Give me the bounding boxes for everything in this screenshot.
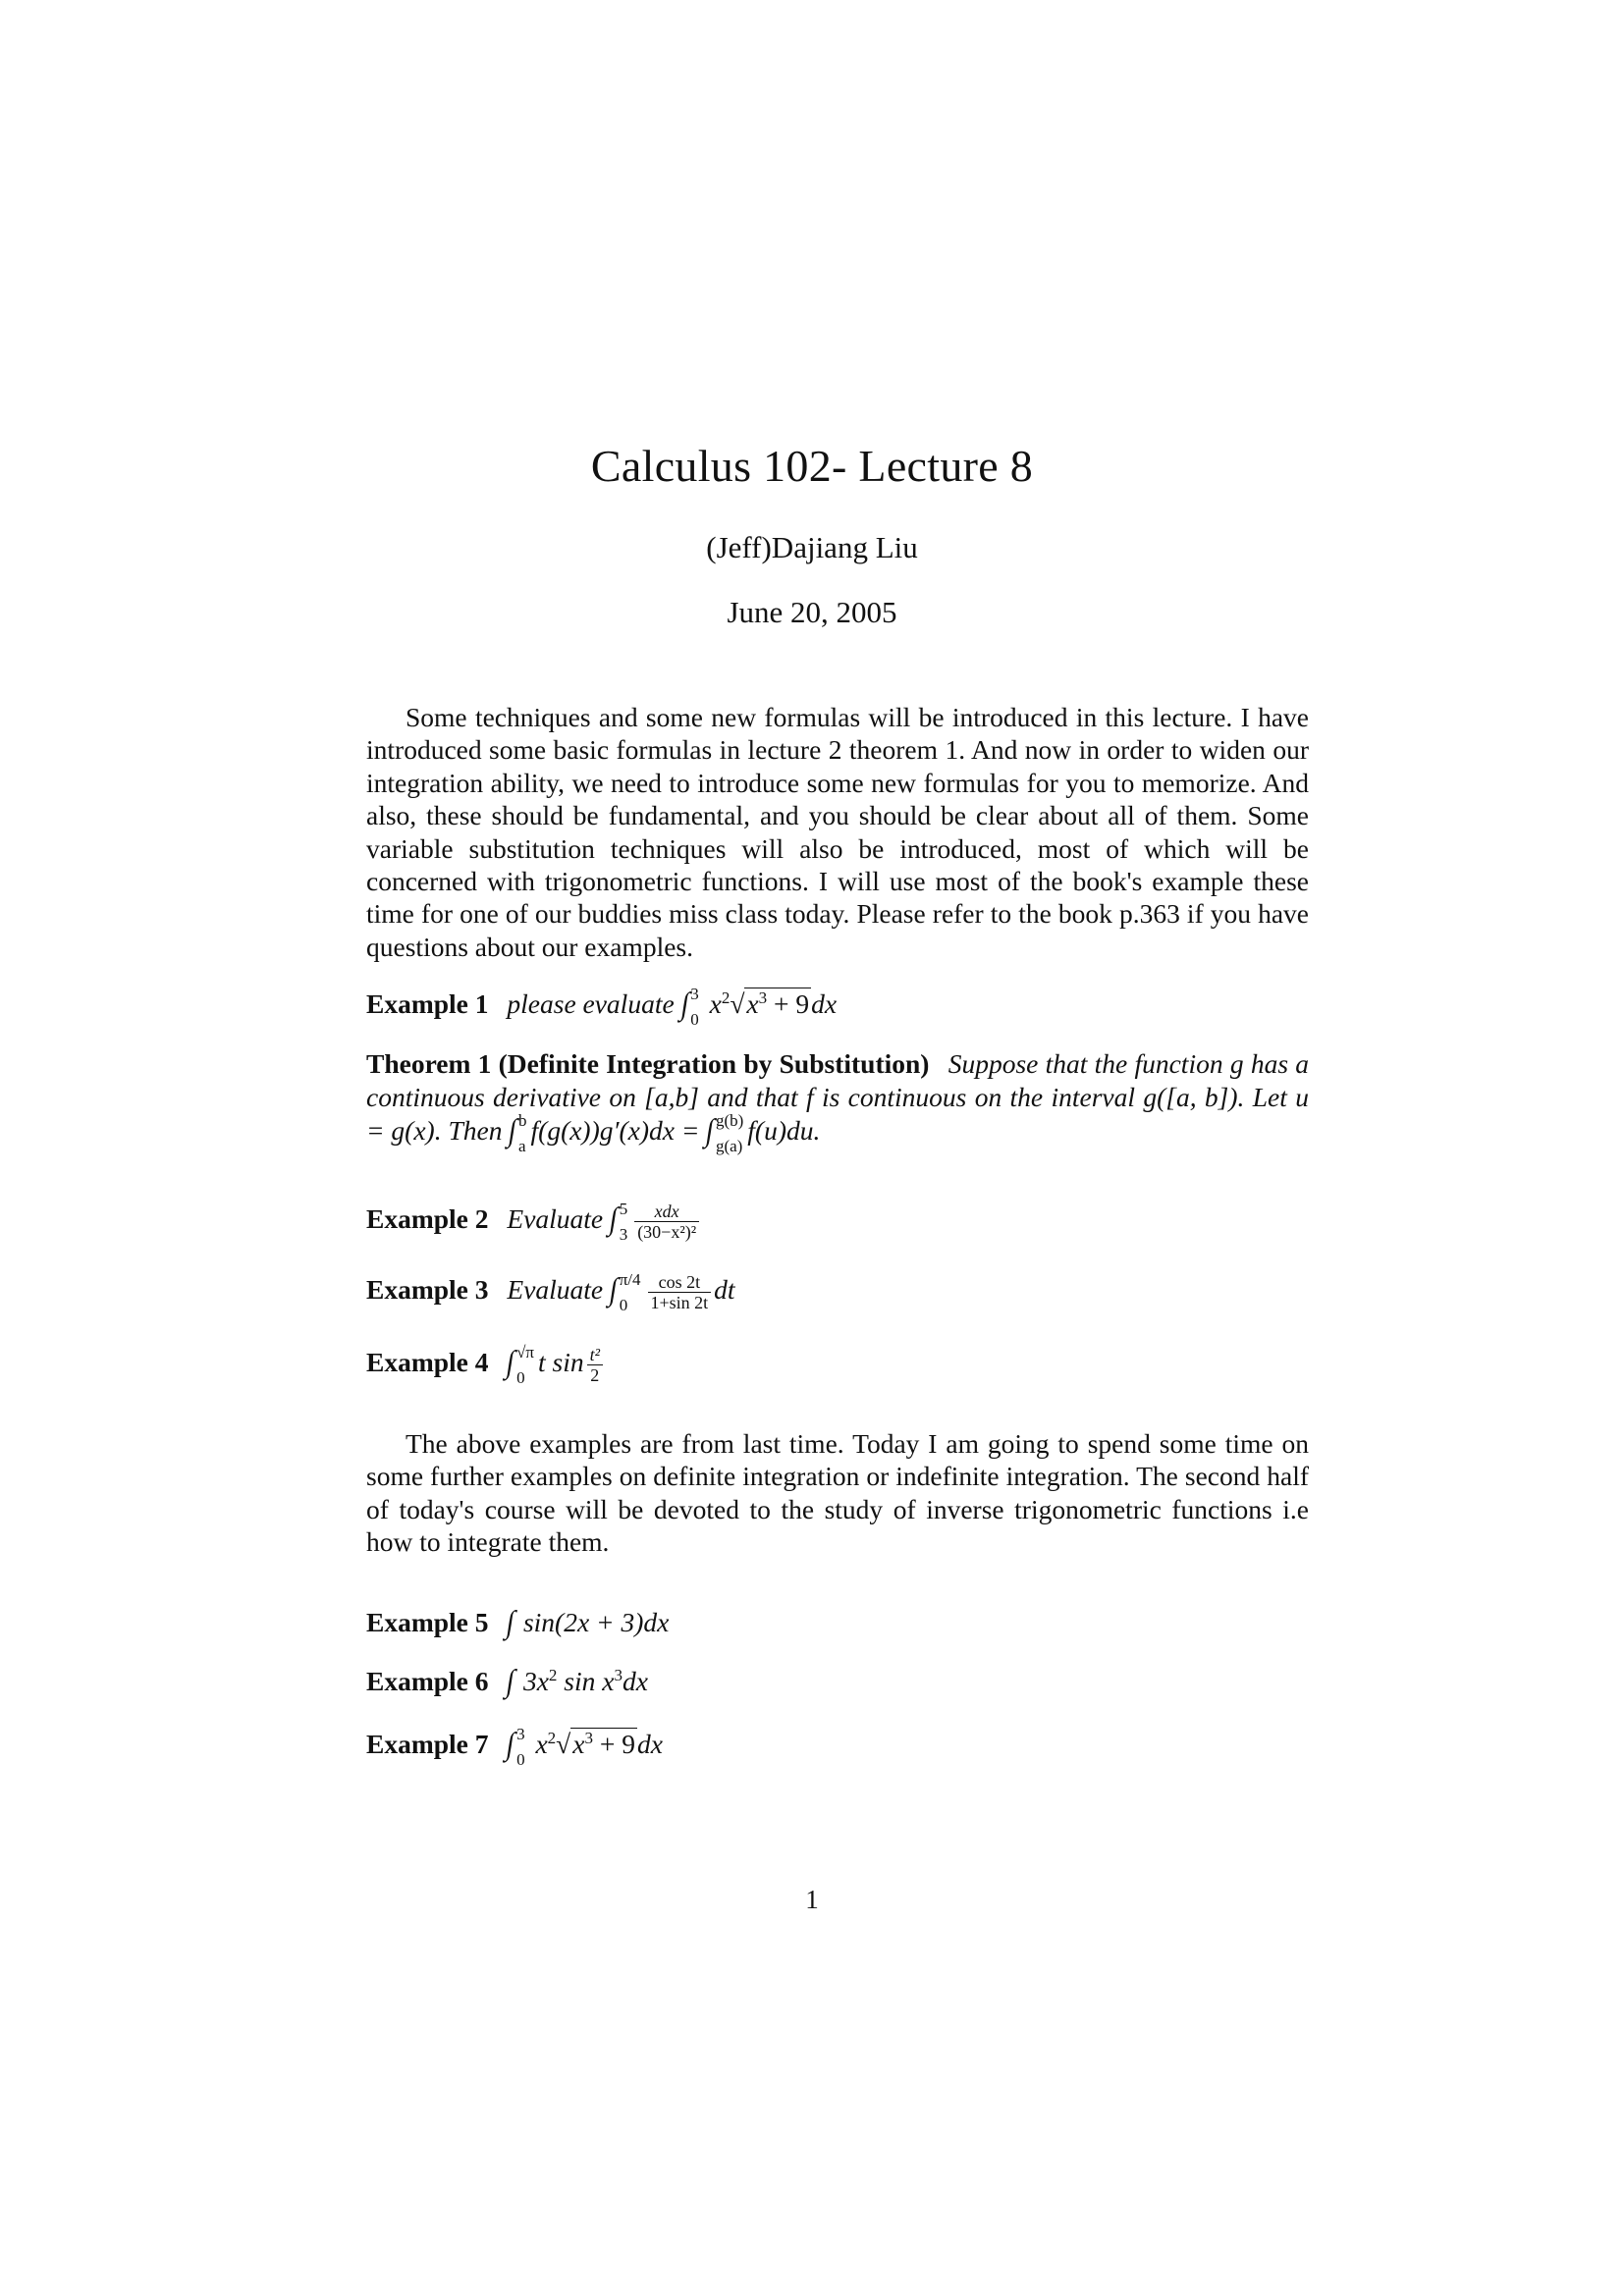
math-expr: sin(2x + 3)dx bbox=[522, 1607, 670, 1637]
upper-limit: 3 bbox=[516, 1724, 525, 1743]
example-lead: Evaluate bbox=[507, 1202, 604, 1234]
math-expr: $3x^2$ $\sin x^3dx$ bbox=[522, 1665, 648, 1696]
upper-limit: 5 bbox=[619, 1199, 628, 1218]
math-expr: $x^2$ bbox=[709, 988, 731, 1019]
square-root: $√x^3 + 9$ bbox=[556, 1728, 636, 1759]
theorem-label: Theorem 1 (Definite Integration by Substitution) bbox=[366, 1048, 930, 1079]
upper-limit: 3 bbox=[690, 984, 699, 1003]
integral-sign-icon: ∫ bbox=[607, 1201, 621, 1238]
integral-sign-icon: ∫ bbox=[506, 1113, 519, 1149]
differential: dt bbox=[714, 1273, 735, 1305]
page-title: Calculus 102- Lecture 8 bbox=[590, 441, 1034, 491]
theorem-statement: Suppose that the function g has a continuous derivative on [a,b] and that f is continuous on the interval g([a, b]). Let u = g(x). Then bbox=[366, 1048, 1310, 1146]
author: (Jeff)Dajiang Liu bbox=[706, 530, 918, 564]
intro-paragraph: Some techniques and some new formulas will be introduced in this lecture. I have introduced some basic formulas in lecture 2 theorem 1. And now in order to widen our integration ability, we need to introduce some new formulas for you to memorize. And also, these should be fundamental, and you should be clear about all of them. Some variable substitution techniques will also be introduced, most of which will be concerned with trigonometric functions. I will use most of the book's example these time for one of our buddies miss class today. Please refer to the book p.363 if you have questions about our examples. bbox=[366, 702, 1309, 962]
fraction: $\frac{\text{xdx}}{\text{(30−x²)²}}$ bbox=[634, 1201, 699, 1242]
differential: dx bbox=[811, 988, 838, 1019]
integral-sign-icon: ∫ bbox=[504, 1345, 517, 1381]
example-5 bbox=[366, 1606, 1309, 1639]
upper-limit: g(b) bbox=[715, 1110, 744, 1130]
example-label: Example 4 bbox=[366, 1346, 489, 1377]
theorem-rhs: f(u)du. bbox=[747, 1115, 821, 1146]
integral-sign-icon: ∫ bbox=[677, 987, 691, 1023]
closing-paragraph: The above examples are from last time. Today I am going to spend some time on some further examples on definite integration or indefinite integration. The second half of today's course will be devoted to the study of inverse trigonometric functions i.e how to integrate them. bbox=[366, 1428, 1309, 1558]
math-expr: t sin bbox=[537, 1346, 584, 1377]
example-label: Example 3 bbox=[366, 1273, 489, 1305]
example-label: Example 5 bbox=[366, 1607, 489, 1637]
math-expr: $x^2$ bbox=[535, 1728, 557, 1759]
example-label: Example 6 bbox=[366, 1666, 489, 1696]
integral-sign-icon: ∫ bbox=[504, 1664, 517, 1700]
example-4 bbox=[366, 1342, 1309, 1387]
example-lead: Evaluate bbox=[507, 1273, 604, 1305]
differential: dx bbox=[637, 1729, 663, 1759]
page-number: 1 bbox=[805, 1885, 819, 1914]
example-3 bbox=[366, 1269, 1309, 1314]
example-6 bbox=[366, 1665, 1309, 1698]
theorem-lhs: f(g(x))g′(x)dx = bbox=[530, 1115, 700, 1146]
lower-limit: 0 bbox=[619, 1295, 628, 1314]
integral-sign-icon: ∫ bbox=[504, 1605, 517, 1641]
example-lead: please evaluate bbox=[507, 988, 675, 1019]
fraction: $\frac{\text{t²}}{2}$ bbox=[587, 1345, 603, 1385]
example-label: Example 7 bbox=[366, 1729, 489, 1759]
upper-limit: b bbox=[518, 1110, 527, 1130]
integral-sign-icon: ∫ bbox=[703, 1113, 717, 1149]
example-7 bbox=[366, 1724, 1309, 1769]
fraction: $\frac{\cos 2t}{1+\sin 2t}$ bbox=[648, 1272, 712, 1312]
integral-sign-icon: ∫ bbox=[504, 1727, 517, 1763]
example-1 bbox=[366, 984, 1309, 1029]
lower-limit: 0 bbox=[690, 1009, 699, 1029]
example-label: Example 2 bbox=[366, 1202, 489, 1234]
integral-sign-icon: ∫ bbox=[607, 1272, 621, 1308]
lower-limit: a bbox=[518, 1136, 526, 1155]
lower-limit: 0 bbox=[516, 1367, 525, 1387]
upper-limit: √π bbox=[516, 1342, 534, 1362]
upper-limit: π/4 bbox=[619, 1269, 641, 1289]
lower-limit: g(a) bbox=[715, 1136, 743, 1155]
lower-limit: 3 bbox=[619, 1224, 628, 1244]
date: June 20, 2005 bbox=[727, 595, 897, 629]
example-label: Example 1 bbox=[366, 988, 489, 1019]
example-2 bbox=[366, 1201, 1309, 1242]
theorem-1 bbox=[366, 1047, 1310, 1155]
lower-limit: 0 bbox=[516, 1749, 525, 1769]
square-root: $√x^3 + 9$ bbox=[730, 988, 810, 1019]
